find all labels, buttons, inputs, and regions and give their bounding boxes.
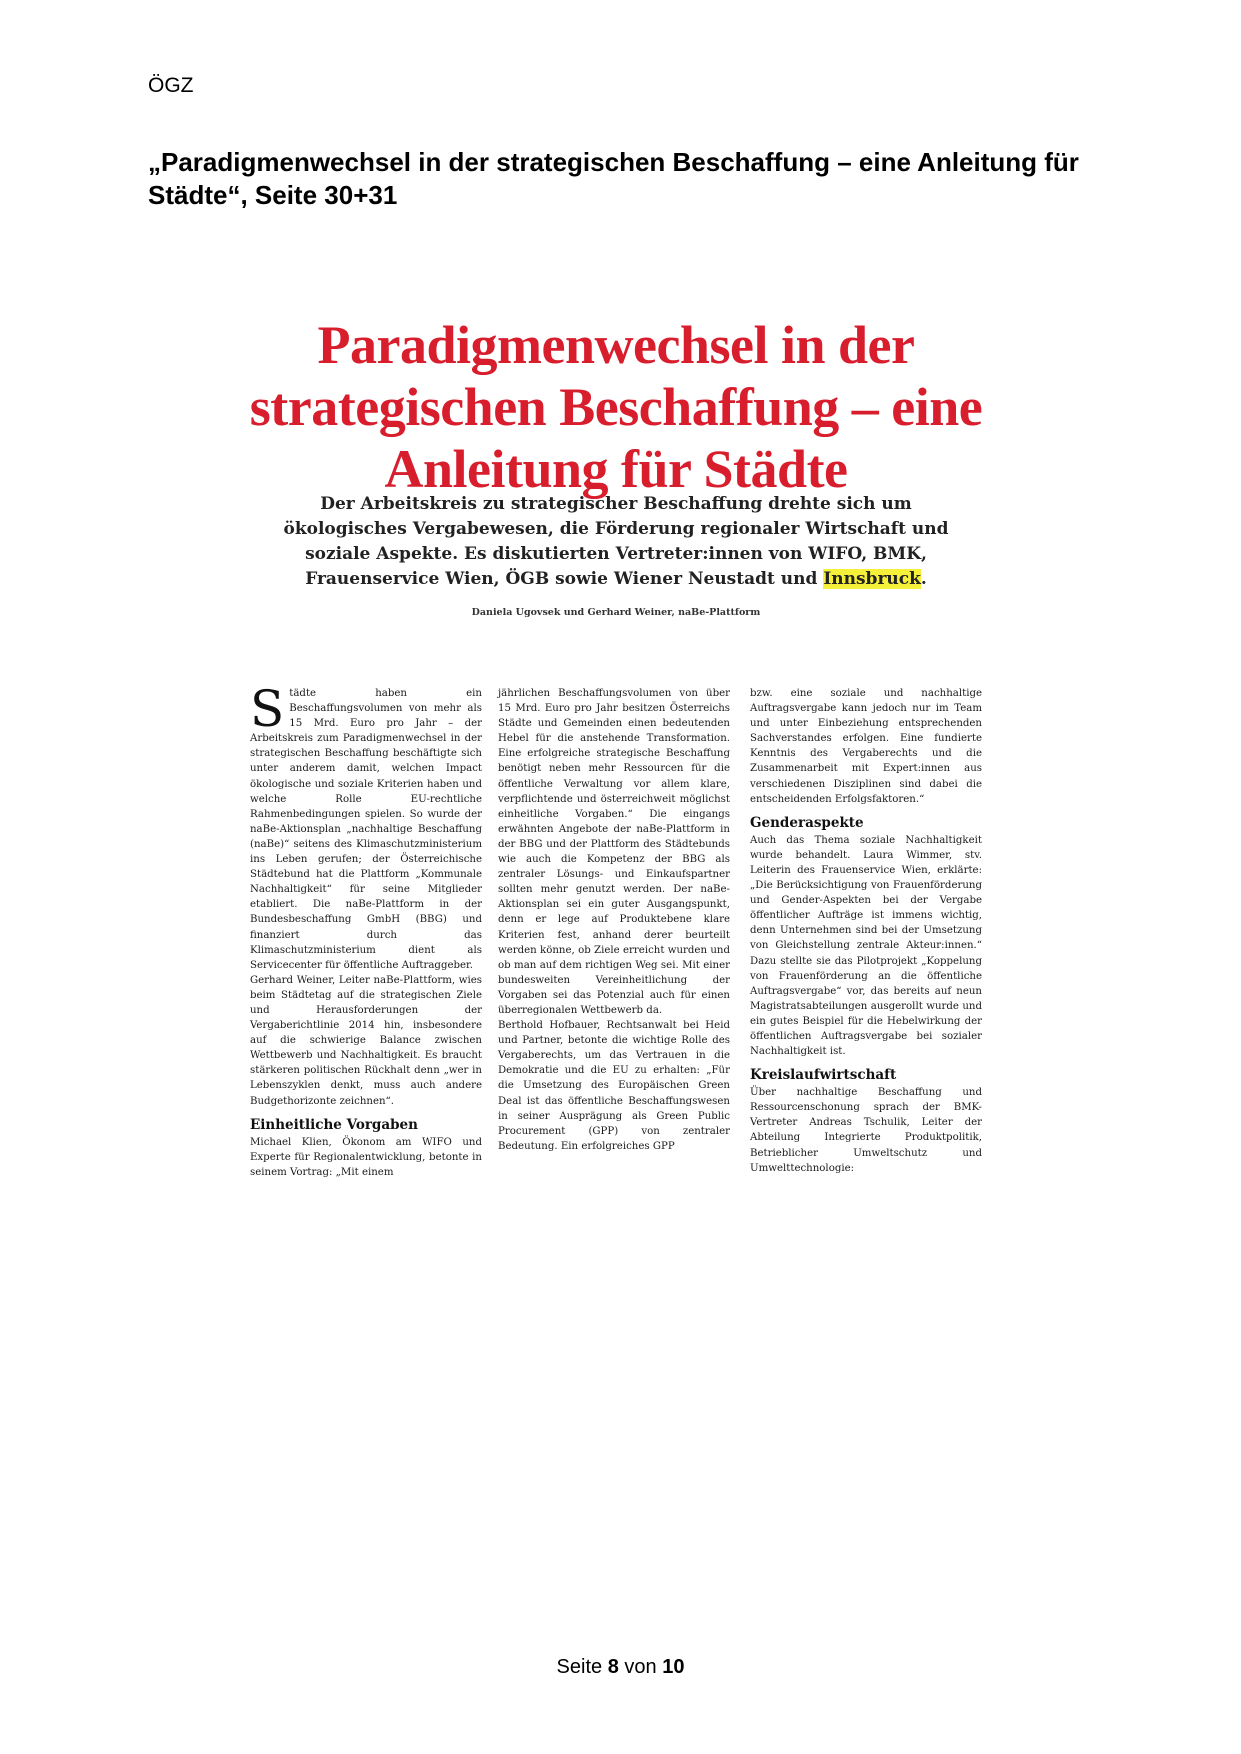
article-column-1 xyxy=(250,680,482,1180)
subheading-genderaspekte: Genderaspekte xyxy=(750,814,864,831)
column-1-paragraph-3: Michael Klien, Ökonom am WIFO und Experte für Regionalentwicklung, betonte in seinem Vortrag: „Mit einem xyxy=(250,1136,482,1178)
total-page-count: 10 xyxy=(662,1656,685,1678)
column-2-paragraph-1: jährlichen Beschaffungsvolumen von über 15 Mrd. Euro pro Jahr besitzen Österreichs Städte und Gemeinden einen bedeutenden Hebel für die anstehende Transformation. Eine erfolgreiche strategische Beschaffung benötigt neben mehr Ressourcen für die öffentliche Verwaltung vor allem klare, verpflichtende und österreichweit möglichst einheitliche Vorgaben.“ Die eingangs erwähnten Angebote der naBe-Plattform in der BBG und der Plattform des Städtebunds wie auch die Kompetenz der BBG als zentraler Lösungs- und Einkaufspartner sollten mehr genutzt werden. Der naBe-Aktionsplan sei ein guter Ausgangspunkt, denn er lege auf Produktebene klare Kriterien fest, anhand derer beurteilt werden könne, ob Ziele erreicht wurden und ob man auf dem richtigen Weg sei. Mit einer bundesweiten Vereinheitlichung der Vorgaben sei das Potenzial auch für einen überregionalen Wettbewerb da. xyxy=(498,688,730,1016)
footer-separator: von xyxy=(624,1656,657,1678)
column-3-paragraph-3: Über nachhaltige Beschaffung und Ressourcenschonung sprach der BMK-Vertreter Andreas Tschulik, Leiter der Abteilung Integrierte Produktpolitik, Betrieblicher Umweltschutz und Umwelttechnologie: xyxy=(750,1087,982,1174)
publication-name: ÖGZ xyxy=(148,74,194,97)
page-number-footer xyxy=(0,1656,1241,1679)
subheading-kreislaufwirtschaft: Kreislaufwirtschaft xyxy=(750,1067,897,1084)
document-title: „Paradigmenwechsel in der strategischen Beschaffung – eine Anleitung für Städte“, Seite 30+31 xyxy=(148,147,1079,210)
article-lead xyxy=(266,492,966,592)
footer-prefix: Seite xyxy=(556,1656,603,1678)
article-column-2 xyxy=(498,686,730,1154)
article-headline: Paradigmenwechsel in der strategischen Beschaffung – eine Anleitung für Städte xyxy=(249,315,983,499)
current-page-number: 8 xyxy=(607,1656,619,1678)
lead-highlight: Innsbruck xyxy=(823,569,921,589)
column-3-paragraph-2: Auch das Thema soziale Nachhaltigkeit wurde behandelt. Laura Wimmer, stv. Leiterin des Frauenservice Wien, erklärte: „Die Berücksichtigung von Frauenförderung und Gender-Aspekten bei der Vergabe öffentlicher Aufträge ist immens wichtig, denn Unternehmen sind bei der Umsetzung von Gleichstellung zentrale Akteur:innen.“ Dazu stellte sie das Pilotprojekt „Koppelung von Frauenförderung an die öffentliche Auftragsvergabe“ vor, das bereits auf neun Magistratsabteilungen ausgerollt wurde und ein gutes Beispiel für die Hebelwirkung der öffentlichen Auftragsvergabe bei sozialer Nachhaltigkeit ist. xyxy=(750,834,982,1058)
article-column-3 xyxy=(750,686,982,1176)
column-1-paragraph-2: Gerhard Weiner, Leiter naBe-Plattform, wies beim Städtetag auf die strategischen Ziele und Herausforderungen der Vergaberichtlinie 2014 hin, insbesondere auf die schwierige Balance zwischen Wettbewerb und Nachhaltigkeit. Es braucht stärkeren politischen Rückhalt denn „wer in Lebenszyklen denkt, muss auch andere Budgethorizonte zeichnen“. xyxy=(250,974,482,1107)
column-3-paragraph-1: bzw. eine soziale und nachhaltige Auftragsvergabe kann jedoch nur im Team und unter Einbeziehung entsprechenden Sachverstandes erfolgen. Eine fundierte Kenntnis des Vergaberechts und die Zusammenarbeit mit Expert:innen aus verschiedenen Disziplinen sind dabei die entscheidenden Erfolgsfaktoren.“ xyxy=(750,688,982,805)
column-2-paragraph-2: Berthold Hofbauer, Rechtsanwalt bei Heid und Partner, betonte die wichtige Rolle des Vergaberechts, um das Vertrauen in die Demokratie und die EU zu erhalten: „Für die Umsetzung des Europäischen Green Deal ist das öffentliche Beschaffungswesen in seiner Ausprägung als Green Public Procurement (GPP) von zentraler Bedeutung. Ein erfolgreiches GPP xyxy=(498,1020,730,1152)
dropcap: S xyxy=(250,680,285,738)
subheading-einheitliche-vorgaben: Einheitliche Vorgaben xyxy=(250,1116,418,1133)
article-clipping xyxy=(246,296,986,1239)
column-1-paragraph-1 xyxy=(250,680,482,973)
lead-end: . xyxy=(920,569,927,589)
lead-text: Der Arbeitskreis zu strategischer Beschaffung drehte sich um ökologisches Vergabewesen, die Förderung regionaler Wirtschaft und soziale Aspekte. Es diskutierten Vertreter:innen von WIFO, BMK, Frauenservice Wien, ÖGB sowie Wiener Neustadt und xyxy=(283,494,949,589)
article-byline: Daniela Ugovsek und Gerhard Weiner, naBe-Plattform xyxy=(471,607,761,618)
column-1-paragraph-1-text: tädte haben ein Beschaffungsvolumen von mehr als 15 Mrd. Euro pro Jahr – der Arbeitskreis zum Paradigmenwechsel in der strategischen Beschaffung beschäftigte sich unter anderem damit, welchen Impact ökologische und soziale Kriterien haben und welche Rolle EU-rechtliche Rahmenbedingungen spielen. So wurde der naBe-Aktionsplan „nachhaltige Beschaffung (naBe)“ seitens des Klimaschutzministerium ins Leben gerufen; der Österreichische Städtebund hat die Plattform „Kommunale Nachhaltigkeit“ für seine Mitglieder etabliert. Die naBe-Plattform in der Bundesbeschaffung GmbH (BBG) und finanziert durch das Klimaschutzministerium dient als Servicecenter für öffentliche Auftraggeber. xyxy=(250,688,482,971)
